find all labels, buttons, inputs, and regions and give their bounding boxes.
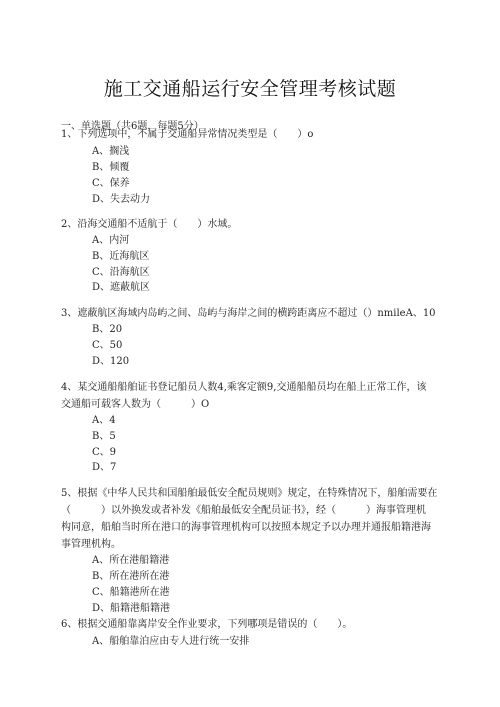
- question-3-option-b: B、20: [92, 324, 123, 335]
- question-1-option-c: C、保养: [92, 178, 130, 189]
- question-3-option-d: D、120: [92, 356, 130, 367]
- question-2-option-c: C、沿海航区: [92, 267, 150, 278]
- question-2-option-b: B、近海航区: [92, 251, 150, 262]
- question-5-option-d: D、船籍港船籍港: [92, 603, 171, 614]
- question-4-stem-continued: 交通船可载客人数为（ ）O: [61, 399, 210, 410]
- question-5-option-b: B、所在港所在港: [92, 571, 170, 582]
- question-4-stem: 4、某交通船船舶证书登记船员人数4,乘客定额9,交通船船员均在船上正常工作，该: [61, 382, 427, 393]
- question-4-option-c: C、9: [92, 447, 117, 458]
- question-5-stem-continued-1: （ ）以外换发或者补发《船舶最低安全配员证书》，经（ ）海事管理机: [61, 505, 426, 516]
- question-5-option-c: C、船籍港所在港: [92, 587, 170, 598]
- question-3-stem: 3、遮蔽航区海域内岛屿之间、岛屿与海岸之间的横跨距离应不超过（）nmileA、10: [61, 308, 436, 319]
- question-5-option-a: A、所在港船籍港: [92, 555, 170, 566]
- question-1-option-d: D、失去动力: [92, 194, 151, 205]
- question-1-stem: 1、下列选项中，不属于交通船异常情况类型是（ ）o: [61, 129, 314, 140]
- question-2-stem: 2、沿海交通船不适航于（ ）水域。: [61, 219, 238, 230]
- question-4-option-b: B、5: [92, 431, 116, 442]
- question-5-stem-continued-3: 事管理机构。: [61, 539, 121, 550]
- question-2-option-d: D、遮蔽航区: [92, 282, 151, 293]
- question-4-option-d: D、7: [92, 462, 117, 473]
- question-1-option-b: B、倾覆: [92, 162, 130, 173]
- question-2-option-a: A、内河: [92, 235, 130, 246]
- section-heading: 一、单选题（共6题，每题5分）: [61, 121, 204, 132]
- question-1-option-a: A、搁浅: [92, 146, 130, 157]
- question-4-option-a: A、4: [92, 415, 116, 426]
- page-title: 施工交通船运行安全管理考核试题: [103, 78, 397, 100]
- question-5-stem: 5、根据《中华人民共和国船舶最低安全配员规则》规定，在特殊情况下，船舶需要在: [61, 488, 438, 499]
- question-6-option-a: A、船舶靠泊应由专人进行统一安排: [92, 636, 250, 647]
- question-5-stem-continued-2: 构同意，船舶当时所在港口的海事管理机构可以按照本规定予以办理并通报船籍港海: [61, 522, 431, 533]
- question-3-option-c: C、50: [92, 340, 123, 351]
- question-6-stem: 6、根据交通船靠离岸安全作业要求，下列哪项是错误的（ ）。: [61, 619, 353, 630]
